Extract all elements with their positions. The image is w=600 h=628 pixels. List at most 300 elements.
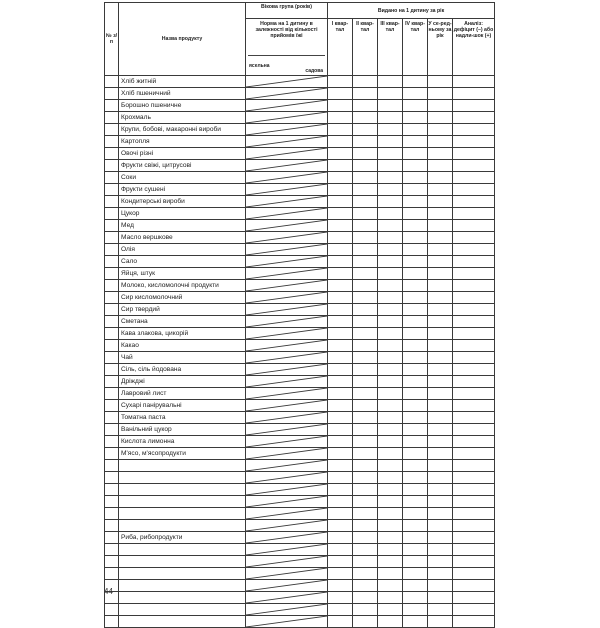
- cell-analysis[interactable]: [453, 148, 495, 160]
- cell-quarter-2[interactable]: [353, 544, 378, 556]
- cell-quarter-3[interactable]: [378, 220, 403, 232]
- cell-quarter-4[interactable]: [403, 376, 428, 388]
- cell-quarter-1[interactable]: [328, 100, 353, 112]
- cell-number[interactable]: [105, 352, 119, 364]
- cell-average[interactable]: [428, 388, 453, 400]
- cell-number[interactable]: [105, 520, 119, 532]
- cell-number[interactable]: [105, 472, 119, 484]
- cell-quarter-4[interactable]: [403, 196, 428, 208]
- cell-average[interactable]: [428, 100, 453, 112]
- cell-quarter-3[interactable]: [378, 616, 403, 628]
- cell-analysis[interactable]: [453, 460, 495, 472]
- cell-quarter-4[interactable]: [403, 352, 428, 364]
- cell-norm[interactable]: [246, 316, 328, 328]
- cell-norm[interactable]: [246, 124, 328, 136]
- cell-quarter-1[interactable]: [328, 364, 353, 376]
- cell-norm[interactable]: [246, 496, 328, 508]
- cell-norm[interactable]: [246, 352, 328, 364]
- cell-quarter-3[interactable]: [378, 292, 403, 304]
- cell-average[interactable]: [428, 340, 453, 352]
- cell-quarter-1[interactable]: [328, 304, 353, 316]
- cell-quarter-2[interactable]: [353, 124, 378, 136]
- cell-quarter-1[interactable]: [328, 424, 353, 436]
- cell-quarter-4[interactable]: [403, 304, 428, 316]
- cell-quarter-3[interactable]: [378, 112, 403, 124]
- cell-average[interactable]: [428, 256, 453, 268]
- cell-quarter-4[interactable]: [403, 592, 428, 604]
- cell-number[interactable]: [105, 496, 119, 508]
- cell-analysis[interactable]: [453, 436, 495, 448]
- cell-number[interactable]: [105, 400, 119, 412]
- cell-quarter-2[interactable]: [353, 424, 378, 436]
- cell-quarter-3[interactable]: [378, 340, 403, 352]
- cell-norm[interactable]: [246, 616, 328, 628]
- cell-average[interactable]: [428, 148, 453, 160]
- cell-quarter-4[interactable]: [403, 400, 428, 412]
- cell-quarter-4[interactable]: [403, 100, 428, 112]
- cell-average[interactable]: [428, 160, 453, 172]
- cell-norm[interactable]: [246, 280, 328, 292]
- cell-norm[interactable]: [246, 556, 328, 568]
- cell-number[interactable]: [105, 460, 119, 472]
- cell-number[interactable]: [105, 544, 119, 556]
- cell-quarter-2[interactable]: [353, 568, 378, 580]
- cell-number[interactable]: [105, 244, 119, 256]
- cell-average[interactable]: [428, 508, 453, 520]
- cell-norm[interactable]: [246, 76, 328, 88]
- cell-quarter-1[interactable]: [328, 532, 353, 544]
- cell-number[interactable]: [105, 388, 119, 400]
- cell-average[interactable]: [428, 268, 453, 280]
- cell-quarter-3[interactable]: [378, 160, 403, 172]
- cell-average[interactable]: [428, 196, 453, 208]
- cell-analysis[interactable]: [453, 292, 495, 304]
- cell-quarter-3[interactable]: [378, 232, 403, 244]
- cell-quarter-3[interactable]: [378, 496, 403, 508]
- cell-quarter-4[interactable]: [403, 460, 428, 472]
- cell-analysis[interactable]: [453, 256, 495, 268]
- cell-analysis[interactable]: [453, 268, 495, 280]
- cell-norm[interactable]: [246, 112, 328, 124]
- cell-quarter-2[interactable]: [353, 436, 378, 448]
- cell-quarter-3[interactable]: [378, 76, 403, 88]
- cell-quarter-1[interactable]: [328, 148, 353, 160]
- cell-average[interactable]: [428, 580, 453, 592]
- cell-quarter-2[interactable]: [353, 388, 378, 400]
- cell-norm[interactable]: [246, 304, 328, 316]
- cell-quarter-4[interactable]: [403, 448, 428, 460]
- cell-quarter-2[interactable]: [353, 460, 378, 472]
- cell-quarter-3[interactable]: [378, 244, 403, 256]
- cell-norm[interactable]: [246, 388, 328, 400]
- cell-average[interactable]: [428, 88, 453, 100]
- cell-quarter-3[interactable]: [378, 352, 403, 364]
- cell-quarter-1[interactable]: [328, 472, 353, 484]
- cell-analysis[interactable]: [453, 160, 495, 172]
- cell-analysis[interactable]: [453, 112, 495, 124]
- cell-quarter-2[interactable]: [353, 232, 378, 244]
- cell-number[interactable]: [105, 124, 119, 136]
- cell-average[interactable]: [428, 400, 453, 412]
- cell-quarter-1[interactable]: [328, 340, 353, 352]
- cell-quarter-2[interactable]: [353, 148, 378, 160]
- cell-quarter-2[interactable]: [353, 400, 378, 412]
- cell-quarter-2[interactable]: [353, 304, 378, 316]
- cell-norm[interactable]: [246, 532, 328, 544]
- cell-quarter-4[interactable]: [403, 208, 428, 220]
- cell-quarter-3[interactable]: [378, 400, 403, 412]
- cell-quarter-4[interactable]: [403, 436, 428, 448]
- cell-quarter-1[interactable]: [328, 136, 353, 148]
- cell-number[interactable]: [105, 484, 119, 496]
- cell-quarter-1[interactable]: [328, 256, 353, 268]
- cell-quarter-3[interactable]: [378, 412, 403, 424]
- cell-quarter-3[interactable]: [378, 568, 403, 580]
- cell-quarter-4[interactable]: [403, 244, 428, 256]
- cell-quarter-1[interactable]: [328, 124, 353, 136]
- cell-norm[interactable]: [246, 340, 328, 352]
- cell-quarter-4[interactable]: [403, 160, 428, 172]
- cell-average[interactable]: [428, 364, 453, 376]
- cell-analysis[interactable]: [453, 580, 495, 592]
- cell-average[interactable]: [428, 316, 453, 328]
- cell-quarter-2[interactable]: [353, 100, 378, 112]
- cell-number[interactable]: [105, 136, 119, 148]
- cell-norm[interactable]: [246, 136, 328, 148]
- cell-analysis[interactable]: [453, 604, 495, 616]
- cell-average[interactable]: [428, 232, 453, 244]
- cell-quarter-2[interactable]: [353, 508, 378, 520]
- cell-average[interactable]: [428, 244, 453, 256]
- cell-average[interactable]: [428, 136, 453, 148]
- cell-analysis[interactable]: [453, 328, 495, 340]
- cell-quarter-4[interactable]: [403, 424, 428, 436]
- cell-quarter-4[interactable]: [403, 136, 428, 148]
- cell-average[interactable]: [428, 304, 453, 316]
- cell-quarter-1[interactable]: [328, 544, 353, 556]
- cell-quarter-2[interactable]: [353, 532, 378, 544]
- cell-quarter-3[interactable]: [378, 592, 403, 604]
- cell-analysis[interactable]: [453, 76, 495, 88]
- cell-quarter-3[interactable]: [378, 472, 403, 484]
- cell-analysis[interactable]: [453, 544, 495, 556]
- cell-quarter-3[interactable]: [378, 208, 403, 220]
- cell-quarter-4[interactable]: [403, 472, 428, 484]
- cell-quarter-1[interactable]: [328, 496, 353, 508]
- cell-average[interactable]: [428, 604, 453, 616]
- cell-quarter-4[interactable]: [403, 508, 428, 520]
- cell-norm[interactable]: [246, 244, 328, 256]
- cell-quarter-4[interactable]: [403, 496, 428, 508]
- cell-quarter-4[interactable]: [403, 148, 428, 160]
- cell-quarter-2[interactable]: [353, 580, 378, 592]
- cell-quarter-2[interactable]: [353, 136, 378, 148]
- cell-quarter-4[interactable]: [403, 172, 428, 184]
- cell-norm[interactable]: [246, 160, 328, 172]
- cell-quarter-1[interactable]: [328, 460, 353, 472]
- cell-number[interactable]: [105, 184, 119, 196]
- cell-quarter-4[interactable]: [403, 616, 428, 628]
- cell-norm[interactable]: [246, 100, 328, 112]
- cell-quarter-2[interactable]: [353, 220, 378, 232]
- cell-quarter-1[interactable]: [328, 556, 353, 568]
- cell-quarter-1[interactable]: [328, 436, 353, 448]
- cell-quarter-3[interactable]: [378, 256, 403, 268]
- cell-analysis[interactable]: [453, 208, 495, 220]
- cell-quarter-1[interactable]: [328, 484, 353, 496]
- cell-analysis[interactable]: [453, 340, 495, 352]
- cell-quarter-2[interactable]: [353, 244, 378, 256]
- cell-average[interactable]: [428, 484, 453, 496]
- cell-quarter-1[interactable]: [328, 268, 353, 280]
- cell-quarter-3[interactable]: [378, 184, 403, 196]
- cell-number[interactable]: [105, 172, 119, 184]
- cell-norm[interactable]: [246, 412, 328, 424]
- cell-quarter-3[interactable]: [378, 508, 403, 520]
- cell-number[interactable]: [105, 340, 119, 352]
- cell-average[interactable]: [428, 496, 453, 508]
- cell-quarter-3[interactable]: [378, 304, 403, 316]
- cell-quarter-1[interactable]: [328, 400, 353, 412]
- cell-analysis[interactable]: [453, 616, 495, 628]
- cell-quarter-4[interactable]: [403, 568, 428, 580]
- cell-analysis[interactable]: [453, 244, 495, 256]
- cell-analysis[interactable]: [453, 400, 495, 412]
- cell-number[interactable]: [105, 196, 119, 208]
- cell-quarter-4[interactable]: [403, 388, 428, 400]
- cell-number[interactable]: [105, 292, 119, 304]
- cell-quarter-2[interactable]: [353, 448, 378, 460]
- cell-number[interactable]: [105, 604, 119, 616]
- cell-number[interactable]: [105, 208, 119, 220]
- cell-quarter-3[interactable]: [378, 532, 403, 544]
- cell-quarter-2[interactable]: [353, 196, 378, 208]
- cell-analysis[interactable]: [453, 136, 495, 148]
- cell-number[interactable]: [105, 112, 119, 124]
- cell-quarter-3[interactable]: [378, 316, 403, 328]
- cell-quarter-3[interactable]: [378, 544, 403, 556]
- cell-analysis[interactable]: [453, 220, 495, 232]
- cell-average[interactable]: [428, 172, 453, 184]
- cell-number[interactable]: [105, 148, 119, 160]
- cell-analysis[interactable]: [453, 88, 495, 100]
- cell-quarter-3[interactable]: [378, 424, 403, 436]
- cell-quarter-4[interactable]: [403, 556, 428, 568]
- cell-analysis[interactable]: [453, 316, 495, 328]
- cell-number[interactable]: [105, 220, 119, 232]
- cell-quarter-4[interactable]: [403, 520, 428, 532]
- cell-quarter-4[interactable]: [403, 268, 428, 280]
- cell-average[interactable]: [428, 592, 453, 604]
- cell-number[interactable]: [105, 568, 119, 580]
- cell-average[interactable]: [428, 124, 453, 136]
- cell-quarter-2[interactable]: [353, 328, 378, 340]
- cell-number[interactable]: [105, 436, 119, 448]
- cell-analysis[interactable]: [453, 352, 495, 364]
- cell-quarter-1[interactable]: [328, 616, 353, 628]
- cell-norm[interactable]: [246, 520, 328, 532]
- cell-analysis[interactable]: [453, 532, 495, 544]
- cell-quarter-1[interactable]: [328, 316, 353, 328]
- cell-average[interactable]: [428, 292, 453, 304]
- cell-quarter-2[interactable]: [353, 316, 378, 328]
- cell-norm[interactable]: [246, 580, 328, 592]
- cell-number[interactable]: [105, 376, 119, 388]
- cell-analysis[interactable]: [453, 376, 495, 388]
- cell-average[interactable]: [428, 352, 453, 364]
- cell-number[interactable]: [105, 556, 119, 568]
- cell-average[interactable]: [428, 328, 453, 340]
- cell-analysis[interactable]: [453, 100, 495, 112]
- cell-quarter-3[interactable]: [378, 172, 403, 184]
- cell-average[interactable]: [428, 520, 453, 532]
- cell-average[interactable]: [428, 460, 453, 472]
- cell-norm[interactable]: [246, 424, 328, 436]
- cell-norm[interactable]: [246, 268, 328, 280]
- cell-quarter-2[interactable]: [353, 160, 378, 172]
- cell-analysis[interactable]: [453, 364, 495, 376]
- cell-average[interactable]: [428, 112, 453, 124]
- cell-analysis[interactable]: [453, 448, 495, 460]
- cell-quarter-4[interactable]: [403, 580, 428, 592]
- cell-quarter-1[interactable]: [328, 88, 353, 100]
- cell-quarter-3[interactable]: [378, 376, 403, 388]
- cell-average[interactable]: [428, 532, 453, 544]
- cell-quarter-4[interactable]: [403, 280, 428, 292]
- cell-quarter-2[interactable]: [353, 592, 378, 604]
- cell-analysis[interactable]: [453, 592, 495, 604]
- cell-analysis[interactable]: [453, 232, 495, 244]
- cell-quarter-2[interactable]: [353, 112, 378, 124]
- cell-quarter-3[interactable]: [378, 268, 403, 280]
- cell-quarter-2[interactable]: [353, 412, 378, 424]
- cell-norm[interactable]: [246, 472, 328, 484]
- cell-quarter-2[interactable]: [353, 472, 378, 484]
- cell-number[interactable]: [105, 232, 119, 244]
- cell-norm[interactable]: [246, 220, 328, 232]
- cell-quarter-2[interactable]: [353, 208, 378, 220]
- cell-norm[interactable]: [246, 292, 328, 304]
- cell-quarter-1[interactable]: [328, 220, 353, 232]
- cell-quarter-3[interactable]: [378, 100, 403, 112]
- cell-quarter-1[interactable]: [328, 448, 353, 460]
- cell-average[interactable]: [428, 280, 453, 292]
- cell-number[interactable]: [105, 160, 119, 172]
- cell-number[interactable]: [105, 328, 119, 340]
- cell-number[interactable]: [105, 76, 119, 88]
- cell-quarter-4[interactable]: [403, 292, 428, 304]
- cell-quarter-1[interactable]: [328, 112, 353, 124]
- cell-norm[interactable]: [246, 256, 328, 268]
- cell-analysis[interactable]: [453, 388, 495, 400]
- cell-quarter-3[interactable]: [378, 556, 403, 568]
- cell-quarter-3[interactable]: [378, 364, 403, 376]
- cell-quarter-4[interactable]: [403, 484, 428, 496]
- cell-average[interactable]: [428, 184, 453, 196]
- cell-average[interactable]: [428, 472, 453, 484]
- cell-quarter-1[interactable]: [328, 508, 353, 520]
- cell-average[interactable]: [428, 448, 453, 460]
- cell-norm[interactable]: [246, 544, 328, 556]
- cell-norm[interactable]: [246, 88, 328, 100]
- cell-number[interactable]: [105, 616, 119, 628]
- cell-norm[interactable]: [246, 148, 328, 160]
- cell-average[interactable]: [428, 568, 453, 580]
- cell-quarter-3[interactable]: [378, 448, 403, 460]
- cell-quarter-1[interactable]: [328, 580, 353, 592]
- cell-quarter-2[interactable]: [353, 280, 378, 292]
- cell-quarter-4[interactable]: [403, 76, 428, 88]
- cell-number[interactable]: [105, 532, 119, 544]
- cell-quarter-3[interactable]: [378, 604, 403, 616]
- cell-quarter-4[interactable]: [403, 256, 428, 268]
- cell-quarter-3[interactable]: [378, 124, 403, 136]
- cell-norm[interactable]: [246, 484, 328, 496]
- cell-analysis[interactable]: [453, 304, 495, 316]
- cell-analysis[interactable]: [453, 412, 495, 424]
- cell-average[interactable]: [428, 76, 453, 88]
- cell-quarter-3[interactable]: [378, 388, 403, 400]
- cell-quarter-4[interactable]: [403, 544, 428, 556]
- cell-average[interactable]: [428, 436, 453, 448]
- cell-quarter-2[interactable]: [353, 184, 378, 196]
- cell-quarter-3[interactable]: [378, 88, 403, 100]
- cell-norm[interactable]: [246, 232, 328, 244]
- cell-quarter-4[interactable]: [403, 316, 428, 328]
- cell-analysis[interactable]: [453, 196, 495, 208]
- cell-norm[interactable]: [246, 460, 328, 472]
- cell-analysis[interactable]: [453, 472, 495, 484]
- cell-quarter-2[interactable]: [353, 496, 378, 508]
- cell-quarter-3[interactable]: [378, 280, 403, 292]
- cell-quarter-1[interactable]: [328, 376, 353, 388]
- cell-quarter-2[interactable]: [353, 556, 378, 568]
- cell-number[interactable]: [105, 304, 119, 316]
- cell-quarter-1[interactable]: [328, 352, 353, 364]
- cell-quarter-4[interactable]: [403, 364, 428, 376]
- cell-quarter-1[interactable]: [328, 196, 353, 208]
- cell-quarter-1[interactable]: [328, 172, 353, 184]
- cell-norm[interactable]: [246, 184, 328, 196]
- cell-quarter-1[interactable]: [328, 232, 353, 244]
- cell-number[interactable]: [105, 316, 119, 328]
- cell-number[interactable]: [105, 256, 119, 268]
- cell-analysis[interactable]: [453, 280, 495, 292]
- cell-norm[interactable]: [246, 508, 328, 520]
- cell-quarter-2[interactable]: [353, 88, 378, 100]
- cell-analysis[interactable]: [453, 124, 495, 136]
- cell-average[interactable]: [428, 616, 453, 628]
- cell-norm[interactable]: [246, 172, 328, 184]
- cell-number[interactable]: [105, 424, 119, 436]
- cell-quarter-2[interactable]: [353, 76, 378, 88]
- cell-analysis[interactable]: [453, 484, 495, 496]
- cell-quarter-3[interactable]: [378, 328, 403, 340]
- cell-quarter-4[interactable]: [403, 412, 428, 424]
- cell-quarter-4[interactable]: [403, 532, 428, 544]
- cell-quarter-1[interactable]: [328, 520, 353, 532]
- cell-quarter-4[interactable]: [403, 232, 428, 244]
- cell-quarter-2[interactable]: [353, 352, 378, 364]
- cell-quarter-1[interactable]: [328, 292, 353, 304]
- cell-analysis[interactable]: [453, 184, 495, 196]
- cell-norm[interactable]: [246, 568, 328, 580]
- cell-analysis[interactable]: [453, 172, 495, 184]
- cell-quarter-2[interactable]: [353, 604, 378, 616]
- cell-quarter-3[interactable]: [378, 148, 403, 160]
- cell-number[interactable]: [105, 448, 119, 460]
- cell-norm[interactable]: [246, 604, 328, 616]
